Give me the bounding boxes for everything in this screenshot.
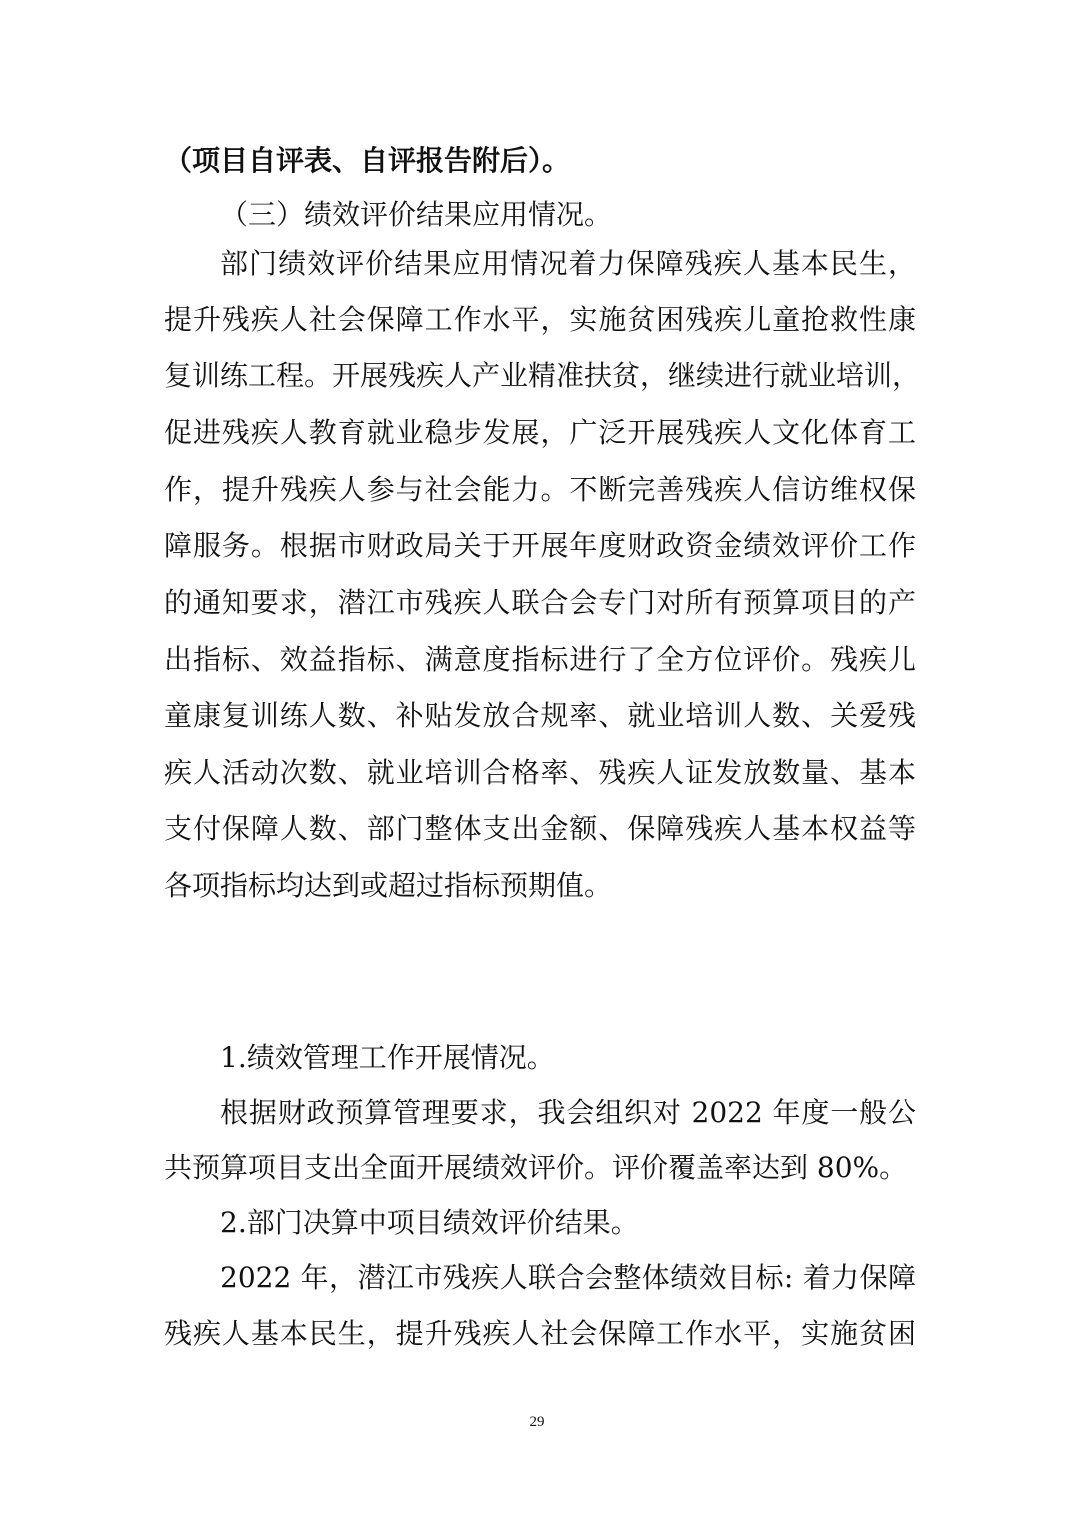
paragraph-line: 的通知要求，潜江市残疾人联合会专门对所有预算项目的产	[164, 586, 916, 619]
paragraph-line: 促进残疾人教育就业稳步发展，广泛开展残疾人文化体育工	[164, 416, 916, 449]
paragraph-line: 根据财政预算管理要求，我会组织对 2022 年度一般公	[220, 1096, 916, 1129]
paragraph-line: 残疾人基本民生，提升残疾人社会保障工作水平，实施贫困	[164, 1317, 916, 1350]
page-number: 29	[529, 1414, 545, 1430]
paragraph-line: 疾人活动次数、就业培训合格率、残疾人证发放数量、基本	[164, 756, 916, 789]
paragraph-line: 2022 年，潜江市残疾人联合会整体绩效目标: 着力保障	[220, 1261, 916, 1294]
paragraph-line: 出指标、效益指标、满意度指标进行了全方位评价。残疾儿	[164, 643, 916, 676]
paragraph-line: 童康复训练人数、补贴发放合规率、就业培训人数、关爱残	[164, 699, 916, 732]
paragraph-line: 支付保障人数、部门整体支出金额、保障残疾人基本权益等	[164, 812, 916, 845]
paragraph-line: 提升残疾人社会保障工作水平，实施贫困残疾儿童抢救性康	[164, 303, 916, 336]
heading-note: （项目自评表、自评报告附后）。	[164, 144, 571, 177]
paragraph-line: 障服务。根据市财政局关于开展年度财政资金绩效评价工作	[164, 529, 916, 562]
paragraph-line: 共预算项目支出全面开展绩效评价。评价覆盖率达到 80%。	[164, 1151, 908, 1184]
section-title: （三）绩效评价结果应用情况。	[220, 198, 613, 231]
paragraph-line: 各项指标均达到或超过指标预期值。	[164, 869, 613, 902]
paragraph-line: 部门绩效评价结果应用情况着力保障残疾人基本民生，	[220, 247, 916, 280]
item-title: 2.部门决算中项目绩效评价结果。	[220, 1206, 639, 1239]
paragraph-line: 作，提升残疾人参与社会能力。不断完善残疾人信访维权保	[164, 473, 916, 506]
item-title: 1.绩效管理工作开展情况。	[220, 1041, 555, 1074]
paragraph-line: 复训练工程。开展残疾人产业精准扶贫，继续进行就业培训，	[164, 359, 921, 392]
